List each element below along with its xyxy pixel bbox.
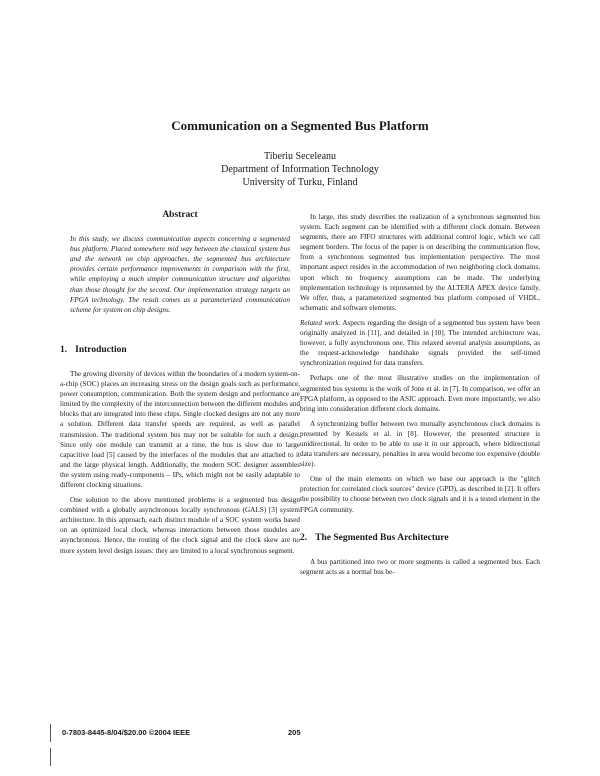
related-work-text: Aspects regarding the design of a segmented bus system have been originally analyzed in [11], and detailed in [10]. The intended architecture was, however, a fully asynchronous one. This relaxed several analysis assumptions, as the request-acknowledge handshake signals provided the self-timed synchronization required for data transfers. bbox=[300, 318, 541, 368]
abstract-heading: Abstract bbox=[162, 210, 198, 220]
right-paragraph-1: In large, this study describes the realization of a synchronous segmented bus system. Each segment can be identified with a different clock domain. Between segments, there are FIFO structures with additional control logic, which we call segment borders. The focus of the paper is on describing the communication flow, from a synchronous segmented bus implementation perspective. The most important aspect resides in the accommodation of two neighboring clock domains, upon which no frequency assumptions can be made. The underlying implementation technology is represented by the ALTERA APEX device family. We offer, thus, a parameterized segmented bus platform composed of VHDL, schematic and software elements. bbox=[300, 213, 540, 312]
related-work-label: Related work. bbox=[300, 318, 341, 327]
margin-mark-bottom bbox=[50, 748, 51, 766]
author-name: Tiberiu Seceleanu bbox=[263, 151, 337, 162]
footer-page-number: 205 bbox=[288, 728, 301, 737]
section-2-number: 2. bbox=[300, 532, 308, 543]
section-2-heading bbox=[300, 533, 540, 543]
affiliation-department: Department of Information Technology bbox=[221, 164, 379, 175]
right-paragraph-4: A synchronizing buffer between two mutually asynchronous clock domains is presented by Kessels et al. in [8]. However, the presented structure is unidirectional. In order to be able to use it in our approach, where bidirectional data transfers are necessary, penalties in area would become too expensive (double size). bbox=[300, 419, 540, 469]
abstract-text: In this study, we discuss communication aspects concerning a segmented bus platform. Placed somewhere mid way between the classical system bus and the network on chip approaches, the segmented bus architecture provides certain performance improvements in comparison with the first, while employing a much simpler communication structure and algorithm than those thought for the second. Our implementation strategy targets an FPGA technology. The result comes as a parameterized communication scheme for system on chip designs. bbox=[70, 235, 290, 314]
left-column bbox=[60, 205, 300, 556]
abstract-block bbox=[60, 234, 300, 315]
right-paragraph-5: One of the main elements on which we base our approach is the "glitch protection for correlated clock sources" device (GPD), as described in [2]. It offers the possibility to choose between two clock signals and it is a tested element in the FPGA community. bbox=[300, 475, 540, 514]
margin-mark-top bbox=[50, 724, 51, 742]
intro-paragraph-2: One solution to the above mentioned problems is a segmented bus design combined with a globally asynchronous locally synchronous (GALS) [3] system architecture. In this approach, each distinct module of a SOC system works based on an optimized local clock, whereas interactions between those modules are asynchronous. Hence, the routing of the clock signal and the clock skew are no more system level design issues: they are limited to a local synchronous segment. bbox=[60, 496, 300, 555]
footer-copyright: 0-7803-8445-8/04/$20.00 ©2004 IEEE bbox=[62, 728, 191, 737]
related-work-paragraph bbox=[300, 318, 540, 368]
paper-title: Communication on a Segmented Bus Platform bbox=[171, 118, 429, 133]
section-1-number: 1. bbox=[60, 344, 68, 355]
intro-paragraph-1: The growing diversity of devices within the boundaries of a modern system-on-a-chip (SOC) places an increasing stress on the design goals such as performance, power consumption, communication. Both the system design and performance are limited by the complexity of the interconnection between the different modules and blocks that are integrated into these chips. Single clocked designs are not any more a solution. Different data transfer speeds are required, as well as parallel transmission. The traditional system bus may not be suitable for such a design. Since only one module can transmit at a time, the bus is slow due to large capacitive load [5] caused by the interfaces of the modules that are attached to it and the large physical length. Additionally, the modern SOC designer assembles the system using ready-components – IPs, which might not be easily adaptable to different clocking situations. bbox=[60, 369, 300, 489]
section-2-paragraph-1: A bus partitioned into two or more segments is called a segmented bus. Each segment acts as a normal bus be- bbox=[300, 557, 540, 576]
right-paragraph-3: Perhaps one of the most illustrative studies on the implementation of segmented bus systems is the work of Jone et al. in [7]. In comparison, we offer an FPGA platform, as opposed to the ASIC approach. Even more importantly, we also bring into consideration different clock domains. bbox=[300, 374, 540, 413]
section-1-title: Introduction bbox=[75, 344, 127, 355]
affiliation-university: University of Turku, Finland bbox=[242, 177, 358, 188]
author-block bbox=[0, 150, 600, 189]
section-2-title: The Segmented Bus Architecture bbox=[315, 532, 449, 543]
section-1-heading bbox=[60, 345, 300, 355]
right-column bbox=[300, 212, 540, 577]
